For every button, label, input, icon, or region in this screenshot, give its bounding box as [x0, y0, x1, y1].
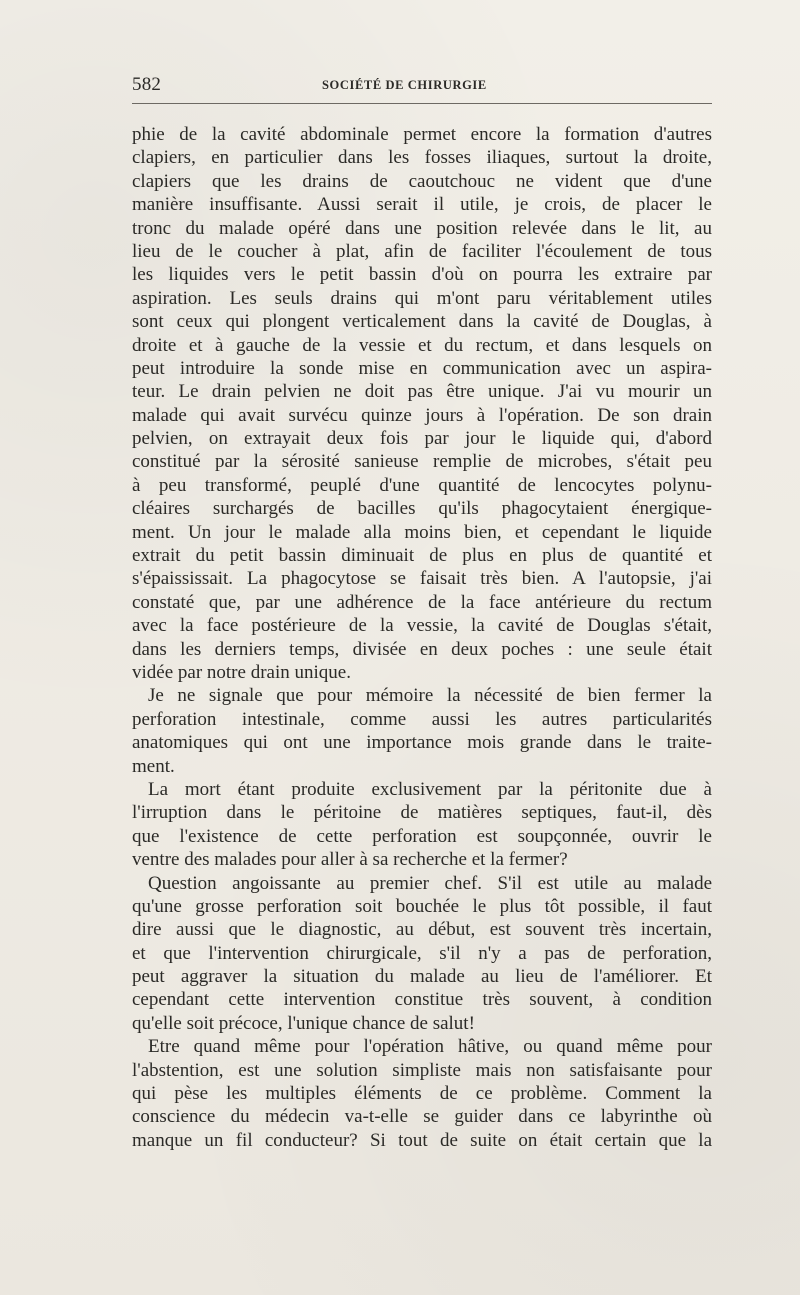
body-line: qu'une grosse perforation soit bouchée le plus tôt possible, il faut: [132, 895, 712, 917]
body-line: cléaires surchargés de bacilles qu'ils phagocytaient énergique-: [132, 498, 712, 520]
body-line: droite et à gauche de la vessie et du rectum, et dans lesquels on: [132, 334, 712, 356]
body-line: lieu de le coucher à plat, afin de faciliter l'écoulement de tous: [132, 240, 712, 262]
body-line: constitué par la sérosité sanieuse remplie de microbes, s'était peu: [132, 451, 712, 473]
body-line: vidée par notre drain unique.: [132, 661, 351, 683]
page-number: 582: [132, 74, 162, 95]
body-line: l'irruption dans le péritoine de matières septiques, faut-il, dès: [132, 802, 712, 824]
body-line: La mort étant produite exclusivement par la péritonite due à: [148, 778, 712, 800]
header-rule: [132, 103, 712, 104]
body-line: ment. Un jour le malade alla moins bien, et cependant le liquide: [132, 521, 712, 543]
body-line: l'abstention, est une solution simpliste mais non satisfaisante pour: [132, 1059, 712, 1081]
body-line: extrait du petit bassin diminuait de plus en plus de quantité et: [132, 545, 712, 567]
body-line: Etre quand même pour l'opération hâtive, ou quand même pour: [148, 1036, 712, 1058]
body-line: teur. Le drain pelvien ne doit pas être unique. J'ai vu mourir un: [132, 381, 712, 403]
body-line: clapiers que les drains de caoutchouc ne vident que d'une: [132, 170, 712, 192]
body-line: conscience du médecin va-t-elle se guider dans ce labyrinthe où: [132, 1106, 712, 1128]
body-line: avec la face postérieure de la vessie, la cavité de Douglas s'était,: [132, 615, 712, 637]
body-line: tronc du malade opéré dans une position relevée dans le lit, au: [132, 217, 712, 239]
body-line: que l'existence de cette perforation est soupçonnée, ouvrir le: [132, 825, 712, 847]
body-line: peut aggraver la situation du malade au lieu de l'améliorer. Et: [132, 966, 712, 988]
body-line: clapiers, en particulier dans les fosses iliaques, surtout la droite,: [132, 147, 712, 169]
body-line: et que l'intervention chirurgicale, s'il n'y a pas de perforation,: [132, 942, 712, 964]
body-line: anatomiques qui ont une importance mois grande dans le traite-: [132, 732, 712, 754]
body-line: qu'elle soit précoce, l'unique chance de salut!: [132, 1012, 475, 1034]
body-line: manière insuffisante. Aussi serait il utile, je crois, de placer le: [132, 194, 712, 216]
body-line: qui pèse les multiples éléments de ce problème. Comment la: [132, 1083, 712, 1105]
body-line: pelvien, on extrayait deux fois par jour le liquide qui, d'abord: [132, 428, 712, 450]
body-line: s'épaississait. La phagocytose se faisait très bien. A l'autopsie, j'ai: [132, 568, 712, 590]
body-line: perforation intestinale, comme aussi les autres particularités: [132, 708, 712, 730]
body-line: Je ne signale que pour mémoire la nécessité de bien fermer la: [148, 685, 712, 707]
body-line: malade qui avait survécu quinze jours à l'opération. De son drain: [132, 404, 712, 426]
body-text: [132, 123, 712, 1152]
body-line: cependant cette intervention constitue très souvent, à condition: [132, 989, 712, 1011]
body-line: Question angoissante au premier chef. S'il est utile au malade: [148, 872, 712, 894]
body-line: sont ceux qui plongent verticalement dans la cavité de Douglas, à: [132, 311, 712, 333]
body-line: aspiration. Les seuls drains qui m'ont paru véritablement utiles: [132, 287, 712, 309]
body-line: phie de la cavité abdominale permet encore la formation d'autres: [132, 124, 712, 145]
running-head: SOCIÉTÉ DE CHIRURGIE: [322, 78, 487, 92]
body-line: manque un fil conducteur? Si tout de suite on était certain que la: [132, 1129, 712, 1151]
page-header: [132, 66, 712, 96]
body-line: à peu transformé, peuplé d'une quantité de lencocytes polynu-: [132, 474, 712, 496]
body-line: les liquides vers le petit bassin d'où on pourra les extraire par: [132, 264, 712, 286]
body-line: constaté que, par une adhérence de la face antérieure du rectum: [132, 591, 712, 613]
body-line: dans les derniers temps, divisée en deux poches : une seule était: [132, 638, 712, 660]
body-line: dire aussi que le diagnostic, au début, est souvent très incertain,: [132, 919, 712, 941]
body-line: ventre des malades pour aller à sa recherche et la fermer?: [132, 849, 568, 871]
body-line: ment.: [132, 755, 175, 777]
body-line: peut introduire la sonde mise en communication avec un aspira-: [132, 357, 712, 379]
